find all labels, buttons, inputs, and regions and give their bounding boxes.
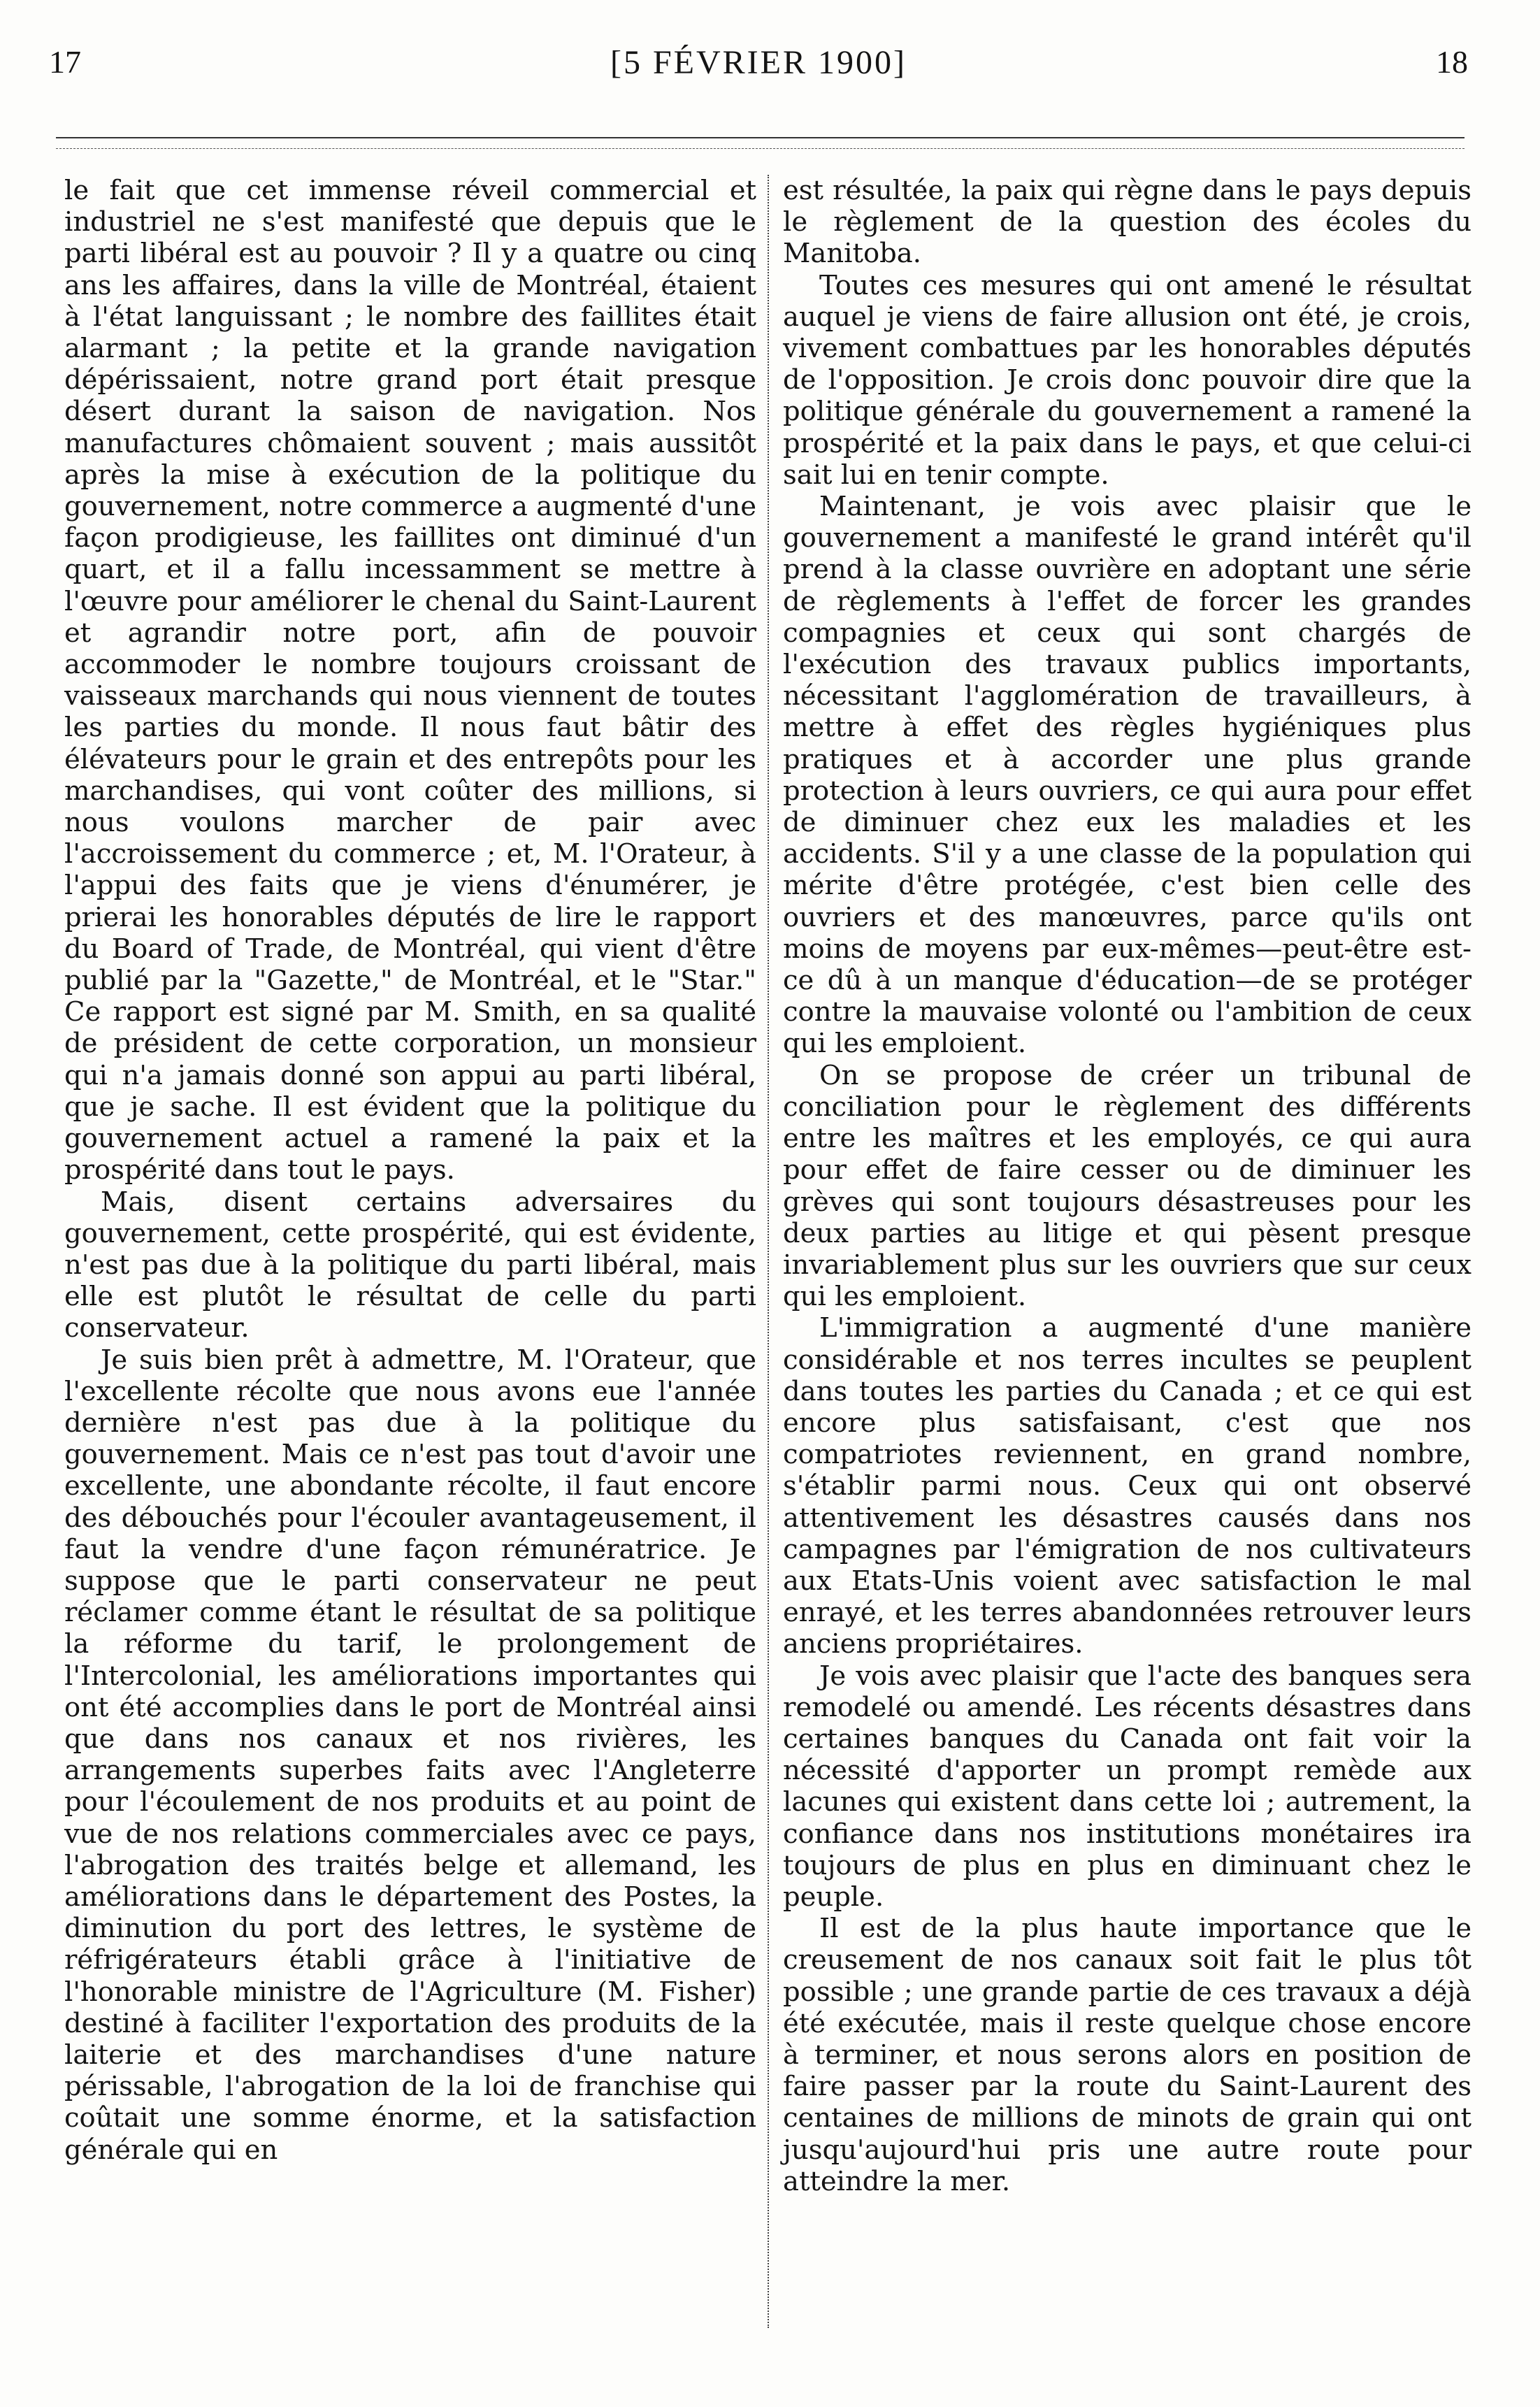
paragraph: est résultée, la paix qui règne dans le pays depuis le règlement de la question des écoles du Manitoba. xyxy=(783,175,1471,270)
paragraph: Je vois avec plaisir que l'acte des banques sera remodelé ou amendé. Les récents désastres dans certaines banques du Canada ont fait voir la nécessité d'apporter un prompt remède aux lacunes qui existent dans cette loi ; autrement, la confiance dans nos institutions monétaires ira toujours de plus en plus en diminuant chez le peuple. xyxy=(783,1660,1471,1913)
header-date: [5 FÉVRIER 1900] xyxy=(610,44,907,81)
paragraph: Je suis bien prêt à admettre, M. l'Orateur, que l'excellente récolte que nous avons eue l'année dernière n'est pas due à la politique du gouvernement. Mais ce n'est pas tout d'avoir une excellente, une abondante récolte, il faut encore des débouchés pour l'écouler avantageusement, il faut la vendre d'une façon rémunératrice. Je suppose que le parti conservateur ne peut réclamer comme étant le résultat de sa politique la réforme du tarif, le prolongement de l'Intercolonial, les améliorations importantes qui ont été accomplies dans le port de Montréal ainsi que dans nos canaux et nos rivières, les arrangements superbes faits avec l'Angleterre pour l'écoulement de nos produits et au point de vue de nos relations commerciales avec ce pays, l'abrogation des traités belge et allemand, les améliorations dans le département des Postes, la diminution du port des lettres, le système de réfrigérateurs établi grâce à l'initiative de l'honorable ministre de l'Agriculture (M. Fisher) destiné à faciliter l'exportation des produits de la laiterie et des marchandises d'une nature périssable, l'abrogation de la loi de franchise qui coûtait une somme énorme, et la satisfaction générale qui en xyxy=(64,1344,756,2166)
paragraph: Mais, disent certains adversaires du gouvernement, cette prospérité, qui est évidente, n'est pas due à la politique du parti libéral, mais elle est plutôt le résultat de celle du parti conservateur. xyxy=(64,1186,756,1344)
paragraph: le fait que cet immense réveil commercial et industriel ne s'est manifesté que depuis que le parti libéral est au pouvoir ? Il y a quatre ou cinq ans les affaires, dans la ville de Montréal, étaient à l'état languissant ; le nombre des faillites était alarmant ; la petite et la grande navigation dépérissaient, notre grand port était presque désert durant la saison de navigation. Nos manufactures chômaient souvent ; mais aussitôt après la mise à exécution de la politique du gouvernement, notre commerce a augmenté d'une façon prodigieuse, les faillites ont diminué d'un quart, et il a fallu incessamment se mettre à l'œuvre pour améliorer le chenal du Saint-Laurent et agrandir notre port, afin de pouvoir accommoder le nombre toujours croissant de vaisseaux marchands qui nous viennent de toutes les parties du monde. Il nous faut bâtir des élévateurs pour le grain et des entrepôts pour les marchandises, qui vont coûter des millions, si nous voulons marcher de pair avec l'accroissement du commerce ; et, M. l'Orateur, à l'appui des faits que je viens d'énumérer, je prierai les honorables députés de lire le rapport du Board of Trade, de Montréal, qui vient d'être publié par la "Gazette," de Montréal, et le "Star." Ce rapport est signé par M. Smith, en sa qualité de président de cette corporation, un monsieur qui n'a jamais donné son appui au parti libéral, que je sache. Il est évident que la politique du gouvernement actuel a ramené la paix et la prospérité dans tout le pays. xyxy=(64,175,756,1186)
right-column xyxy=(783,175,1471,2197)
paragraph: On se propose de créer un tribunal de conciliation pour le règlement des différents entre les maîtres et les employés, ce qui aura pour effet de faire cesser ou de diminuer les grèves qui sont toujours désastreuses pour les deux parties au litige et qui pèsent presque invariablement plus sur les ouvriers que sur ceux qui les emploient. xyxy=(783,1059,1471,1313)
paragraph: Maintenant, je vois avec plaisir que le gouvernement a manifesté le grand intérêt qu'il prend à la classe ouvrière en adoptant une série de règlements à l'effet de forcer les grandes compagnies et ceux qui sont chargés de l'exécution des travaux publics importants, nécessitant l'agglomération de travailleurs, à mettre à effet des règles hygiéniques plus pratiques et à accorder une plus grande protection à leurs ouvriers, ce qui aura pour effet de diminuer chez eux les maladies et les accidents. S'il y a une classe de la population qui mérite d'être protégée, c'est bien celle des ouvriers et des manœuvres, parce qu'ils ont moins de moyens par eux-mêmes—peut-être est-ce dû à un manque d'éducation—de se protéger contre la mauvaise volonté ou l'ambition de ceux qui les emploient. xyxy=(783,491,1471,1060)
page-header xyxy=(49,43,1468,99)
paragraph: L'immigration a augmenté d'une manière considérable et nos terres incultes se peuplent dans toutes les parties du Canada ; et ce qui est encore plus satisfaisant, c'est que nos compatriotes reviennent, en grand nombre, s'établir parmi nous. Ceux qui ont observé attentivement les désastres causés dans nos campagnes par l'émigration de nos cultivateurs aux Etats-Unis voient avec satisfaction le mal enrayé, et les terres abandonnées retrouver leurs anciens propriétaires. xyxy=(783,1312,1471,1660)
left-column xyxy=(64,175,756,2166)
left-page-number: 17 xyxy=(49,44,81,80)
paragraph: Il est de la plus haute importance que le creusement de nos canaux soit fait le plus tôt possible ; une grande partie de ces travaux a déjà été exécutée, mais il reste quelque chose encore à terminer, et nous serons alors en position de faire passer par la route du Saint-Laurent des centaines de millions de minots de grain qui ont jusqu'aujourd'hui pris une autre route pour atteindre la mer. xyxy=(783,1913,1471,2197)
header-rule xyxy=(56,137,1465,138)
header-rule-secondary xyxy=(56,148,1465,149)
right-page-number: 18 xyxy=(1436,44,1468,80)
text-columns xyxy=(64,175,1469,2356)
paragraph: Toutes ces mesures qui ont amené le résultat auquel je viens de faire allusion ont été, je crois, vivement combattues par les honorables députés de l'opposition. Je crois donc pouvoir dire que la politique générale du gouvernement a ramené la prospérité et la paix dans le pays, et que celui-ci sait lui en tenir compte. xyxy=(783,269,1471,491)
